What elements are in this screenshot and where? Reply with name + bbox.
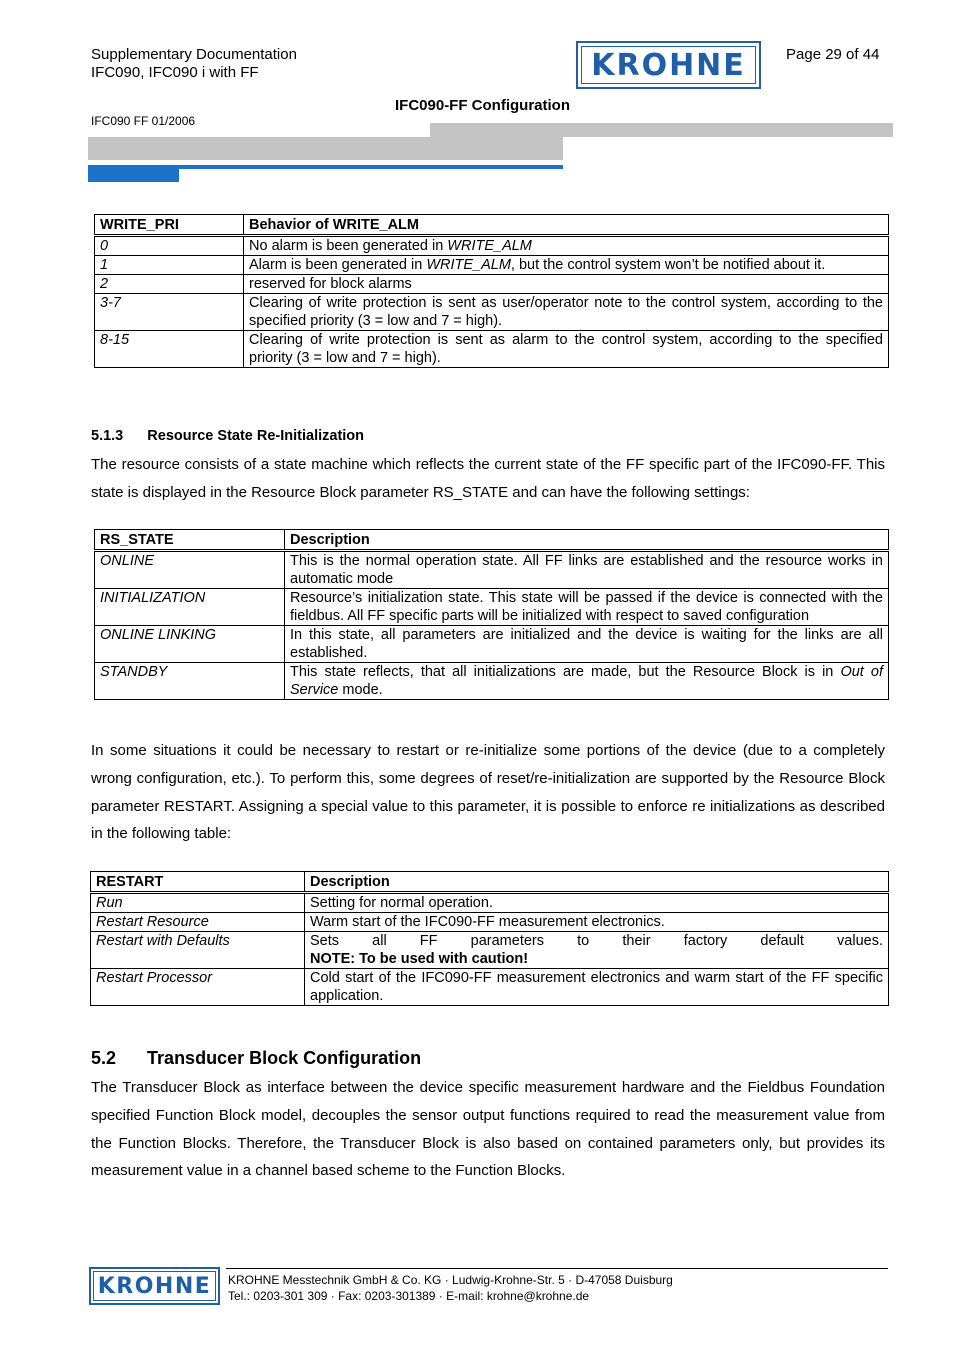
krohne-logo-text: KROHNE bbox=[581, 46, 756, 84]
table-row bbox=[95, 256, 889, 275]
rs-state-description bbox=[285, 626, 889, 663]
table-row bbox=[95, 589, 889, 626]
restart-description: Cold start of the IFC090-FF measurement electronics and warm start of the FF specific application. bbox=[305, 969, 889, 1006]
section-heading-5-2 bbox=[91, 1048, 421, 1069]
restart-value: Run bbox=[91, 893, 305, 913]
rs-state-value: INITIALIZATION bbox=[95, 589, 285, 626]
write-pri-value: 3-7 bbox=[95, 294, 244, 331]
header-line2: IFC090, IFC090 i with FF bbox=[91, 64, 259, 81]
header-doc-code: IFC090 FF 01/2006 bbox=[91, 114, 196, 128]
table-row bbox=[95, 294, 889, 331]
behavior-text: reserved for block alarms bbox=[249, 276, 412, 292]
write-pri-value: 0 bbox=[95, 236, 244, 256]
table-row bbox=[95, 663, 889, 700]
description-text: In this state, all parameters are initialized and the device is waiting for the links are all established. bbox=[290, 627, 883, 661]
rs-state-value: STANDBY bbox=[95, 663, 285, 700]
description-text-end: mode. bbox=[338, 682, 383, 698]
write-pri-behavior bbox=[244, 294, 889, 331]
table-header-row bbox=[95, 530, 889, 551]
footer-line2: Tel.: 0203-301 309 · Fax: 0203-301389 · E-mail: krohne@krohne.de bbox=[228, 1289, 590, 1303]
description-emphasis: Out of Service bbox=[290, 664, 883, 698]
table-row bbox=[95, 275, 889, 294]
table-header-cell: Behavior of WRITE_ALM bbox=[244, 215, 889, 236]
table-row bbox=[91, 932, 889, 969]
rs-state-description bbox=[285, 663, 889, 700]
table-header-cell: Description bbox=[285, 530, 889, 551]
restart-description: Warm start of the IFC090-FF measurement electronics. bbox=[305, 913, 889, 932]
write-pri-value: 1 bbox=[95, 256, 244, 275]
table-row bbox=[91, 893, 889, 913]
behavior-text: Clearing of write protection is sent as alarm to the control system, according to the specified priority (3 = low and 7 = high). bbox=[249, 332, 883, 366]
rs-state-table bbox=[94, 529, 889, 700]
rs-state-value: ONLINE bbox=[95, 551, 285, 589]
header-blue-block bbox=[88, 165, 179, 182]
restart-value: Restart Resource bbox=[91, 913, 305, 932]
footer-rule bbox=[226, 1268, 888, 1269]
behavior-text-end: , but the control system won’t be notified about it. bbox=[510, 257, 826, 273]
footer-address bbox=[228, 1272, 673, 1304]
write-pri-behavior bbox=[244, 236, 889, 256]
behavior-emphasis: WRITE_ALM bbox=[426, 257, 511, 273]
table-header-row bbox=[91, 872, 889, 893]
table-row bbox=[91, 913, 889, 932]
caution-note: NOTE: To be used with caution! bbox=[310, 951, 529, 967]
description-text: This state reflects, that all initializations are made, but the Resource Block is in bbox=[290, 664, 841, 680]
description-text: Resource’s initialization state. This state will be passed if the device is connected with the fieldbus. All FF specific parts will be initialized with respect to saved configuration bbox=[290, 590, 883, 624]
behavior-emphasis: WRITE_ALM bbox=[447, 238, 532, 254]
restart-value: Restart with Defaults bbox=[91, 932, 305, 969]
table-row bbox=[91, 969, 889, 1006]
table-row bbox=[95, 551, 889, 589]
restart-table bbox=[90, 871, 889, 1006]
rs-state-description bbox=[285, 551, 889, 589]
description-text: This is the normal operation state. All FF links are established and the resource works in automatic mode bbox=[290, 553, 883, 587]
page-number: Page 29 of 44 bbox=[786, 46, 880, 63]
restart-paragraph: In some situations it could be necessary to restart or re-initialize some portions of the device (due to a completely wrong configuration, etc.). To perform this, some degrees of reset/re-initialization are supported by the Resource Block parameter RESTART. Assigning a special value to this parameter, it is possible to enforce re initializations as described in the following table: bbox=[91, 742, 885, 843]
krohne-logo bbox=[576, 41, 761, 89]
footer-line1: KROHNE Messtechnik GmbH & Co. KG · Ludwig-Krohne-Str. 5 · D-47058 Duisburg bbox=[228, 1273, 673, 1287]
transducer-paragraph: The Transducer Block as interface between the device specific measurement hardware and the Fieldbus Foundation specified Function Block model, decouples the sensor output functions required to read the measurement value from the Function Blocks. Therefore, the Transducer Block is also based on contained parameters only, but provides its measurement value in a channel based scheme to the Function Blocks. bbox=[91, 1079, 885, 1180]
section-number: 5.2 bbox=[91, 1048, 117, 1068]
table-row bbox=[95, 331, 889, 368]
header-bar-right bbox=[430, 123, 893, 137]
header-section-title: IFC090-FF Configuration bbox=[395, 97, 570, 114]
write-pri-behavior bbox=[244, 275, 889, 294]
table-row bbox=[95, 236, 889, 256]
section-title: Transducer Block Configuration bbox=[147, 1048, 422, 1068]
table-header-cell: WRITE_PRI bbox=[95, 215, 244, 236]
write-pri-value: 2 bbox=[95, 275, 244, 294]
write-pri-value: 8-15 bbox=[95, 331, 244, 368]
description-text: Sets all FF parameters to their factory default values. bbox=[310, 933, 883, 949]
header-doc-info bbox=[91, 46, 297, 82]
section-title: Resource State Re-Initialization bbox=[147, 428, 365, 444]
write-pri-table bbox=[94, 214, 889, 368]
header-bar-left bbox=[88, 137, 563, 160]
restart-description bbox=[305, 932, 889, 969]
krohne-logo-text: KROHNE bbox=[93, 1271, 216, 1301]
header-line1: Supplementary Documentation bbox=[91, 46, 297, 63]
section-heading-5-1-3 bbox=[91, 428, 364, 444]
behavior-text: Alarm is been generated in bbox=[249, 257, 427, 273]
rs-state-value: ONLINE LINKING bbox=[95, 626, 285, 663]
behavior-text: Clearing of write protection is sent as user/operator note to the control system, according to the specified priority (3 = low and 7 = high). bbox=[249, 295, 883, 329]
write-pri-behavior bbox=[244, 331, 889, 368]
table-header-cell: Description bbox=[305, 872, 889, 893]
rs-state-description bbox=[285, 589, 889, 626]
restart-value: Restart Processor bbox=[91, 969, 305, 1006]
table-header-cell: RESTART bbox=[91, 872, 305, 893]
table-row bbox=[95, 626, 889, 663]
restart-description: Setting for normal operation. bbox=[305, 893, 889, 913]
table-header-cell: RS_STATE bbox=[95, 530, 285, 551]
section-number: 5.1.3 bbox=[91, 428, 124, 444]
table-header-row bbox=[95, 215, 889, 236]
behavior-text: No alarm is been generated in bbox=[249, 238, 448, 254]
write-pri-behavior bbox=[244, 256, 889, 275]
krohne-footer-logo bbox=[89, 1267, 220, 1305]
resource-state-paragraph: The resource consists of a state machine which reflects the current state of the FF specific part of the IFC090-FF. This state is displayed in the Resource Block parameter RS_STATE and can have the following settings: bbox=[91, 456, 885, 501]
